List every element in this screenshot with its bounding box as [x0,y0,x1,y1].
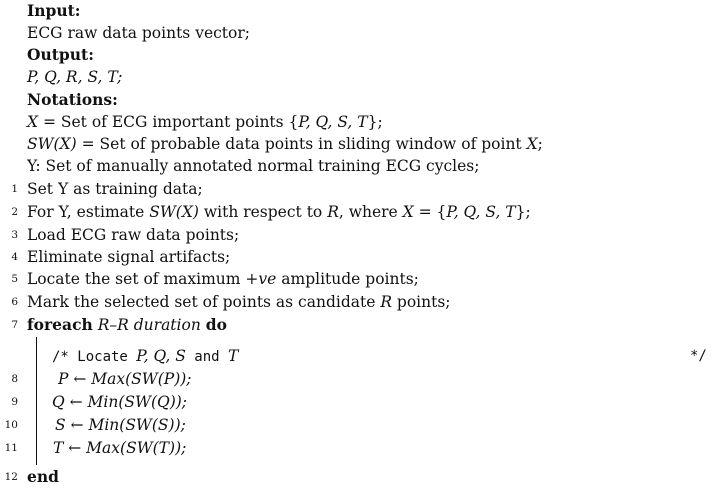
loop-bracket [36,337,37,465]
step-3: Load ECG raw data points; [27,226,240,244]
line-number: 11 [4,442,18,454]
line-number: 5 [11,273,18,285]
step-6: Mark the selected set of points as candidate R points; [27,293,451,311]
notation-y: Y: Set of manually annotated normal training ECG cycles; [27,157,480,175]
notation-sw: SW(X) = Set of probable data points in sliding window of point X; [27,135,543,153]
line-number: 10 [4,419,18,431]
line-number: 9 [11,396,18,408]
line-number: 3 [11,229,18,241]
line-number: 4 [11,251,18,263]
line-number: 1 [11,183,18,195]
notations-label: Notations: [27,90,118,109]
step-8: P ← Max(SW(P)); [58,370,192,388]
line-number: 2 [11,206,18,218]
step-9: Q ← Min(SW(Q)); [52,393,188,411]
comment-line: /* Locate P, Q, S and T [52,347,239,365]
step-12-end: end [27,467,59,486]
line-number: 12 [4,471,18,483]
line-number: 6 [11,296,18,308]
step-10: S ← Min(SW(S)); [55,416,186,434]
step-7-foreach: foreach R–R duration do [27,315,227,334]
comment-close: */ [690,348,707,364]
output-value: P, Q, R, S, T; [27,68,123,86]
line-number: 8 [11,373,18,385]
notation-x: X = Set of ECG important points {P, Q, S, T}; [27,113,383,131]
step-4: Eliminate signal artifacts; [27,248,231,266]
step-11: T ← Max(SW(T)); [53,439,187,457]
input-value: ECG raw data points vector; [27,24,250,42]
output-label: Output: [27,45,94,64]
step-1: Set Y as training data; [27,180,203,198]
step-5: Locate the set of maximum +ve amplitude points; [27,270,419,288]
line-number: 7 [11,319,18,331]
step-2: For Y, estimate SW(X) with respect to R, where X = {P, Q, S, T}; [27,203,531,221]
input-label: Input: [27,1,81,20]
